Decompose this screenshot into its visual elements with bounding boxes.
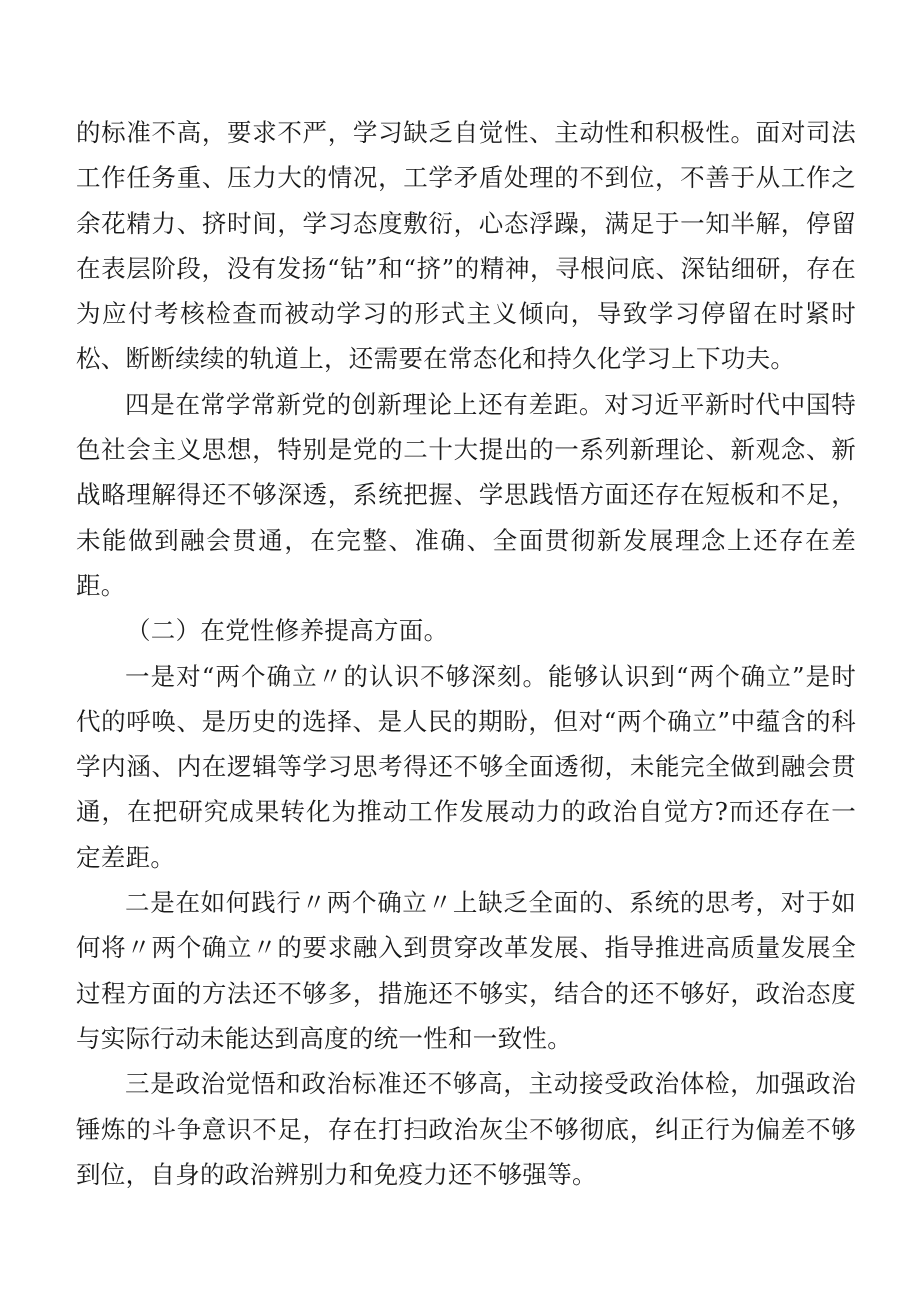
paragraph-point-two: 二是在如何践行〃两个确立〃上缺乏全面的、系统的思考，对于如何将〃两个确立〃的要求融入到贯穿改革发展、指导推进高质量发展全过程方面的方法还不够多，措施还不够实，结合的还不够好，政治态度与实际行动未能达到高度的统一性和一致性。 (76, 888, 856, 1053)
paragraph-study-attitude: 的标准不高，要求不严，学习缺乏自觉性、主动性和积极性。面对司法工作任务重、压力大的情况，工学矛盾处理的不到位，不善于从工作之余花精力、挤时间，学习态度敷衍，心态浮躁，满足于一知半解，停留在表层阶段，没有发扬“钻”和“挤”的精神，寻根问底、深钻细研，存在为应付考核检查而被动学习的形式主义倾向，导致学习停留在时紧时松、断断续续的轨道上，还需要在常态化和持久化学习上下功夫。 (76, 118, 856, 374)
paragraph-point-one: 一是对“两个确立〃的认识不够深刻。能够认识到“两个确立”是时代的呼唤、是历史的选择、是人民的期盼，但对“两个确立”中蕴含的科学内涵、内在逻辑等学习思考得还不够全面透彻，未能完全做到融会贯通，在把研究成果转化为推动工作发展动力的政治自觉方?而还存在一定差距。 (76, 661, 856, 872)
paragraph-point-four: 四是在常学常新党的创新理论上还有差距。对习近平新时代中国特色社会主义思想，特别是党的二十大提出的一系列新理论、新观念、新战略理解得还不够深透，系统把握、学思践悟方面还存在短板和不足，未能做到融会贯通，在完整、准确、全面贯彻新发展理念上还存在差距。 (76, 389, 856, 600)
document-body (76, 110, 856, 1197)
paragraph-point-three: 三是政治觉悟和政治标准还不够高，主动接受政治体检，加强政治锤炼的斗争意识不足，存在打扫政治灰尘不够彻底，纠正行为偏差不够到位，自身的政治辨别力和免疫力还不够强等。 (76, 1069, 856, 1189)
section-heading: （二）在党性修养提高方面。 (126, 616, 449, 646)
